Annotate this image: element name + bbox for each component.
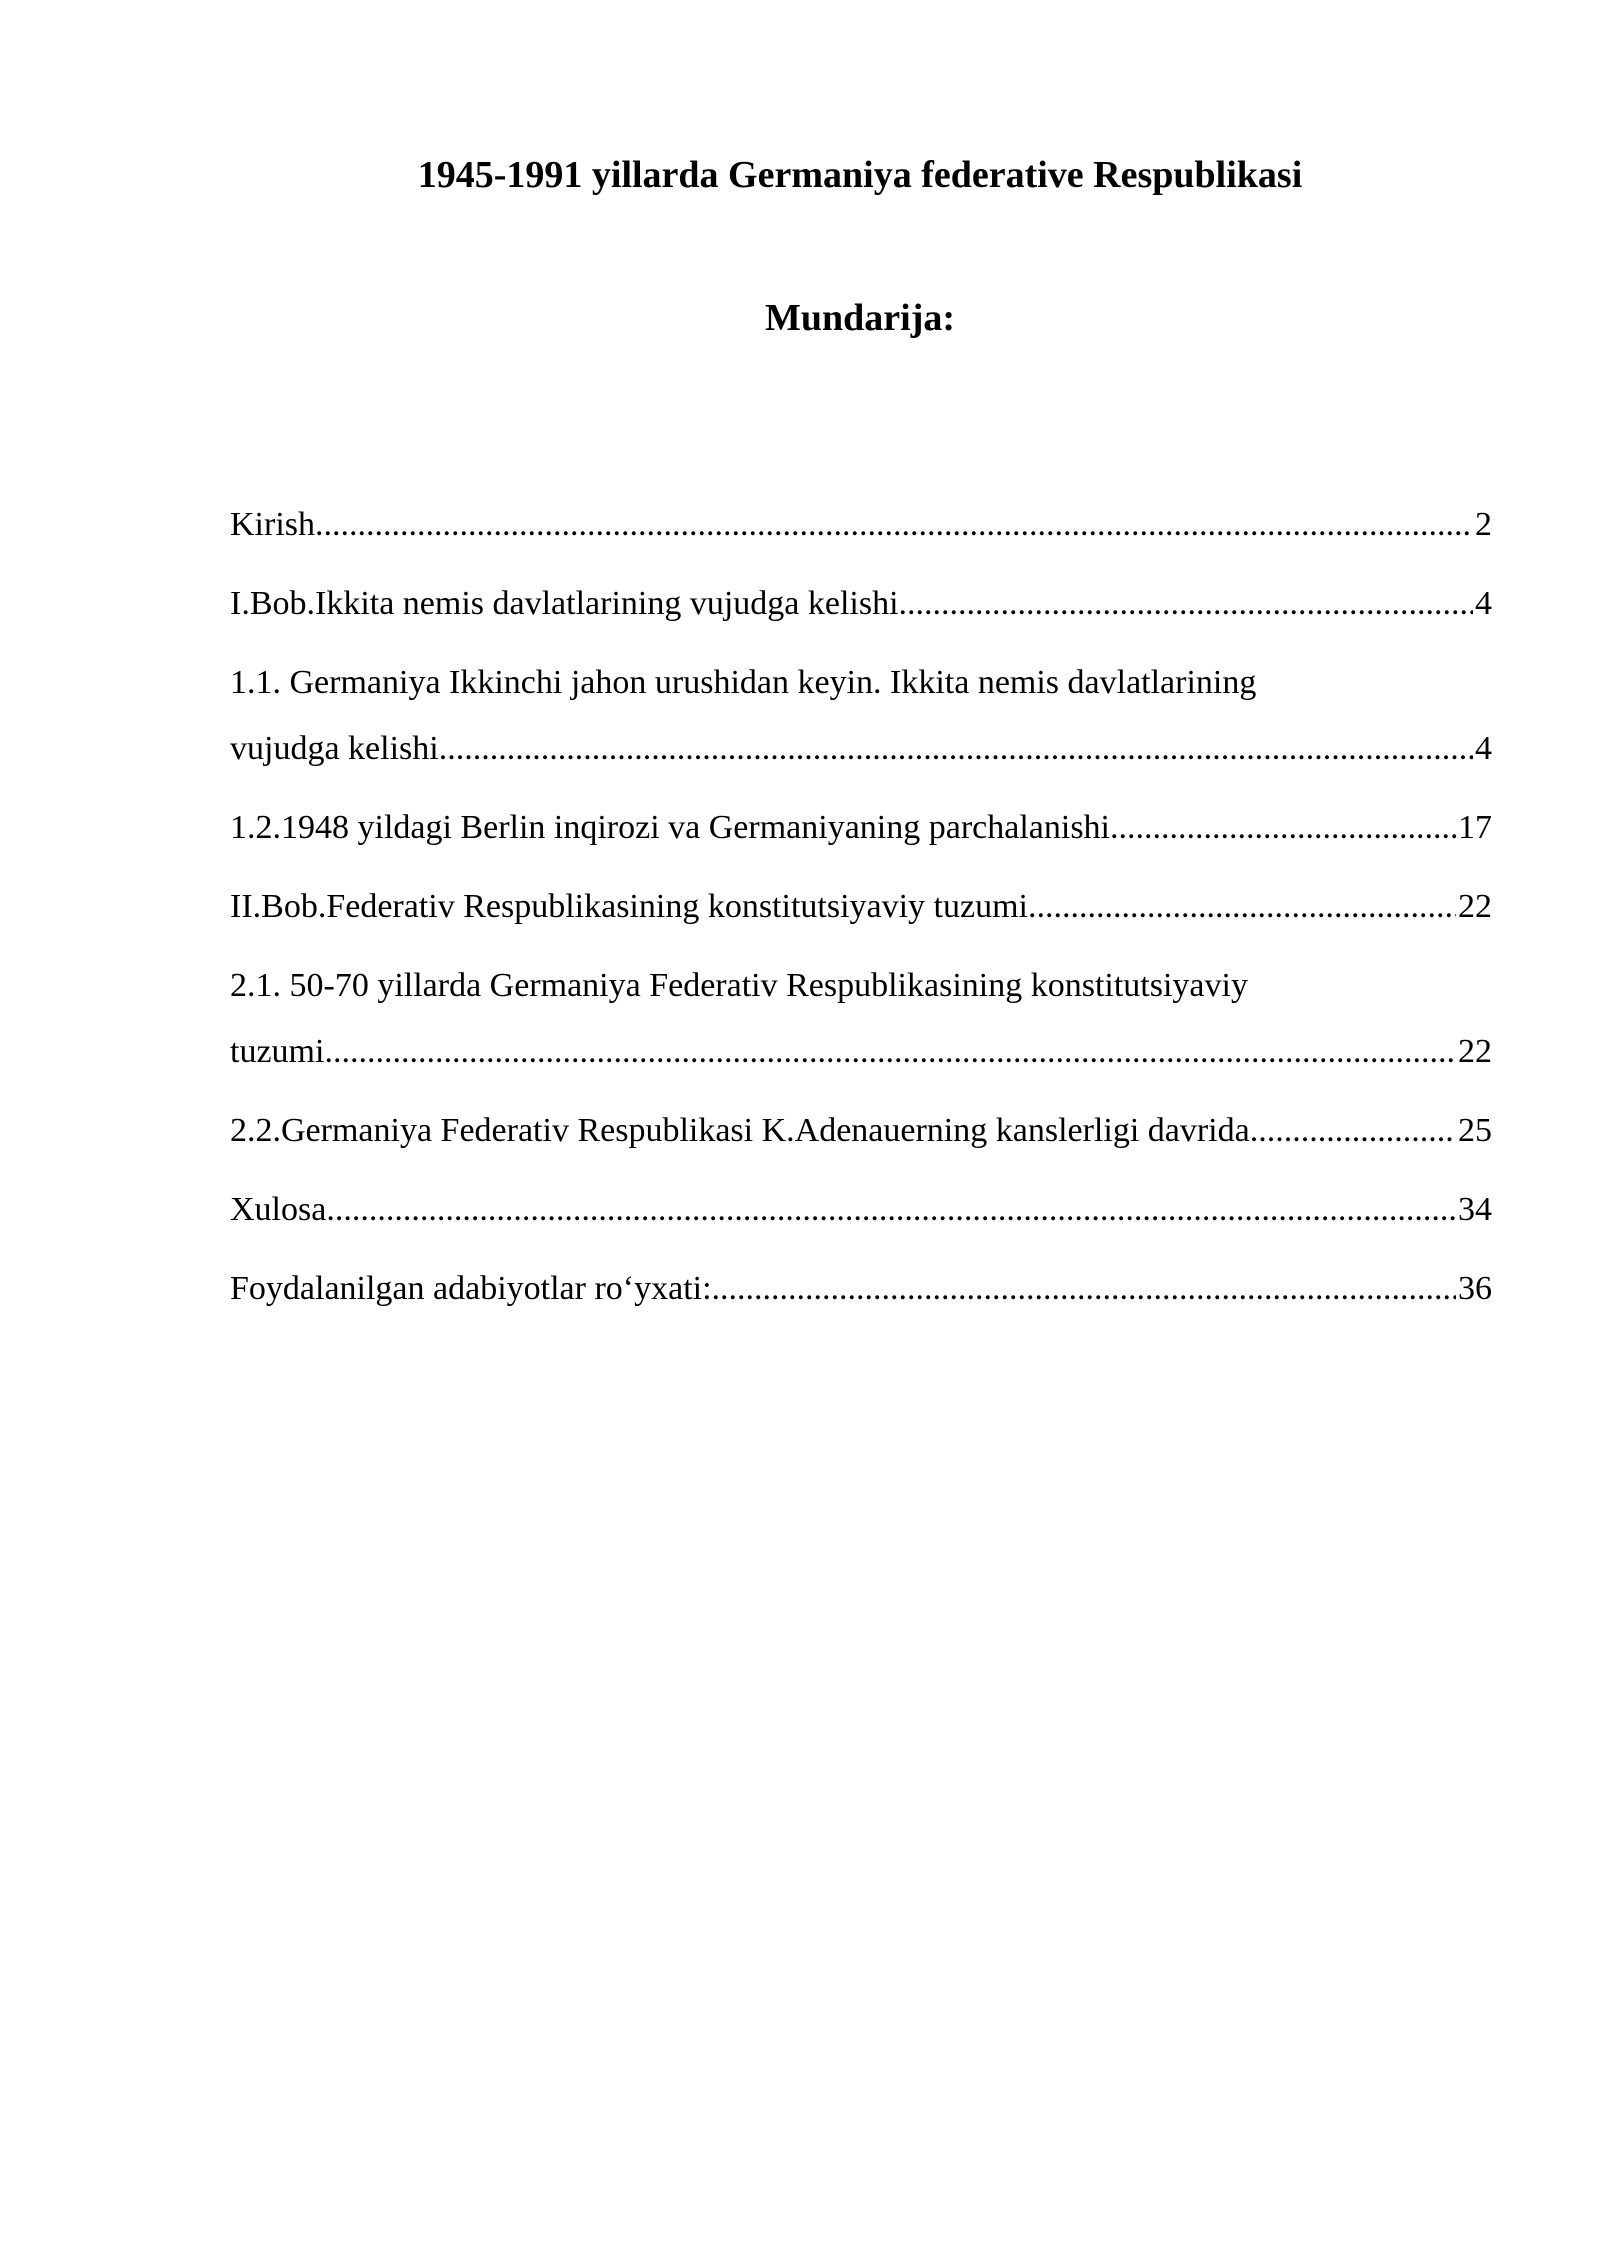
toc-entry-section-2-1[interactable] [230, 953, 1492, 1085]
toc-entry-text: Xulosa [230, 1191, 327, 1228]
toc-entry-text: Kirish [230, 506, 315, 543]
toc-dot-leader [324, 1019, 1456, 1085]
toc-dot-leader [439, 716, 1473, 782]
toc-dot-leader [712, 1256, 1456, 1322]
document-title: 1945-1991 yillarda Germaniya federative Respublikasi [417, 154, 1303, 196]
toc-page-number: 22 [1458, 888, 1492, 925]
toc-entry-section-1-2[interactable] [230, 795, 1492, 861]
table-of-contents [230, 492, 1492, 1335]
toc-heading: Mundarija: [765, 297, 955, 339]
toc-entry-chapter-1[interactable] [230, 571, 1492, 637]
toc-entry-chapter-2[interactable] [230, 874, 1492, 940]
toc-page-number: 34 [1458, 1191, 1492, 1228]
toc-dot-leader [326, 1177, 1456, 1243]
toc-dot-leader [1250, 1098, 1456, 1164]
toc-entry-kirish[interactable] [230, 492, 1492, 558]
toc-entry-text-line-1: 2.1. 50-70 yillarda Germaniya Federativ Respublikasining konstitutsiyaviy [230, 967, 1248, 1004]
toc-dot-leader [1028, 874, 1456, 940]
toc-entry-text: 1.2.1948 yildagi Berlin inqirozi va Germaniyaning parchalanishi [230, 809, 1110, 846]
toc-entry-text: 2.2.Germaniya Federativ Respublikasi K.Adenauerning kanslerligi davrida [230, 1112, 1250, 1149]
toc-page-number: 4 [1475, 730, 1492, 767]
toc-page-number: 4 [1475, 585, 1492, 622]
toc-dot-leader [899, 571, 1473, 637]
toc-page-number: 17 [1458, 809, 1492, 846]
toc-entry-text-line-1: 1.1. Germaniya Ikkinchi jahon urushidan keyin. Ikkita nemis davlatlarining [230, 664, 1257, 701]
toc-page-number: 2 [1475, 506, 1492, 543]
toc-page-number: 22 [1458, 1033, 1492, 1070]
toc-entry-xulosa[interactable] [230, 1177, 1492, 1243]
toc-entry-text: tuzumi [230, 1033, 325, 1070]
toc-entry-text: I.Bob.Ikkita nemis davlatlarining vujudga kelishi [230, 585, 899, 622]
toc-entry-text: Foydalanilgan adabiyotlar ro‘yxati: [230, 1270, 712, 1307]
toc-dot-leader [1110, 795, 1456, 861]
toc-dot-leader [315, 492, 1473, 558]
toc-page-number: 25 [1458, 1112, 1492, 1149]
toc-entry-bibliography[interactable] [230, 1256, 1492, 1322]
toc-entry-text: II.Bob.Federativ Respublikasining konstitutsiyaviy tuzumi [230, 888, 1028, 925]
toc-entry-section-2-2[interactable] [230, 1098, 1492, 1164]
toc-entry-text: vujudga kelishi [230, 730, 439, 767]
toc-page-number: 36 [1458, 1270, 1492, 1307]
toc-entry-section-1-1[interactable] [230, 650, 1492, 782]
